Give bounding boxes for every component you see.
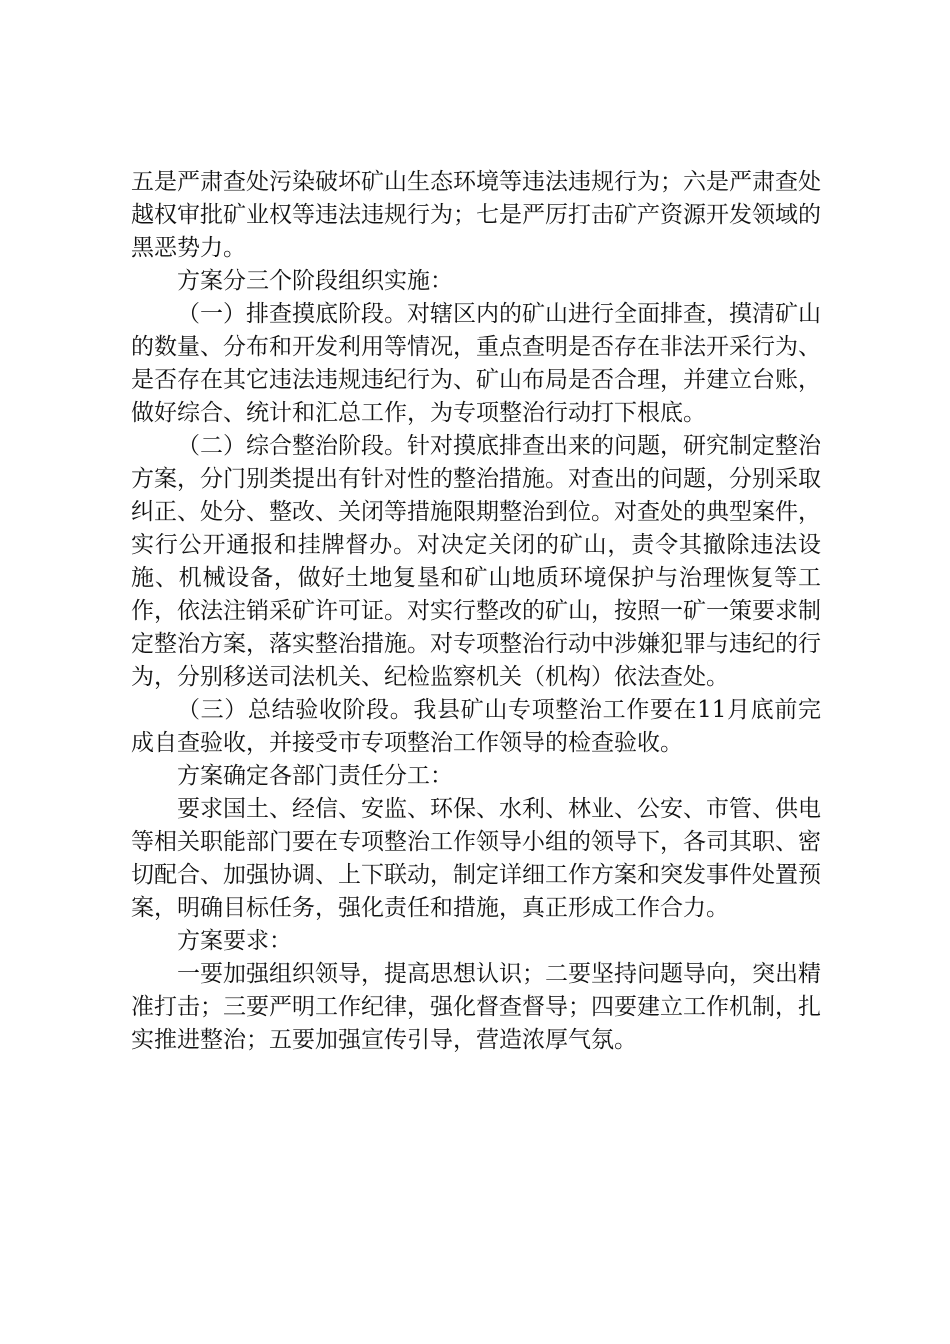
paragraph-violations-list: 五是严肃查处污染破坏矿山生态环境等违法违规行为；六是严肃查处越权审批矿业权等违法违规行为；七是严厉打击矿产资源开发领域的黑恶势力。 bbox=[131, 169, 821, 261]
paragraph-stage-3: （三）总结验收阶段。我县矿山专项整治工作要在11月底前完成自查验收，并接受市专项整治工作领导的检查验收。 bbox=[131, 697, 821, 756]
paragraph-requirements-detail: 一要加强组织领导，提高思想认识；二要坚持问题导向，突出精准打击；三要严明工作纪律，强化督查督导；四要建立工作机制，扎实推进整治；五要加强宣传引导，营造浓厚气氛。 bbox=[131, 961, 821, 1053]
paragraph-responsibility-detail: 要求国土、经信、安监、环保、水利、林业、公安、市管、供电等相关职能部门要在专项整治工作领导小组的领导下，各司其职、密切配合、加强协调、上下联动，制定详细工作方案和突发事件处置预案，明确目标任务，强化责任和措施，真正形成工作合力。 bbox=[131, 796, 821, 921]
paragraph-requirements-intro: 方案要求： bbox=[177, 928, 292, 954]
paragraph-stage-1: （一）排查摸底阶段。对辖区内的矿山进行全面排查，摸清矿山的数量、分布和开发利用等情况，重点查明是否存在非法开采行为、是否存在其它违法违规违纪行为、矿山布局是否合理，并建立台账，做好综合、统计和汇总工作，为专项整治行动打下根底。 bbox=[131, 301, 821, 426]
paragraph-stage-2: （二）综合整治阶段。针对摸底排查出来的问题，研究制定整治方案，分门别类提出有针对性的整治措施。对查出的问题，分别采取纠正、处分、整改、关闭等措施限期整治到位。对查处的典型案件，实行公开通报和挂牌督办。对决定关闭的矿山，责令其撤除违法设施、机械设备，做好土地复垦和矿山地质环境保护与治理恢复等工作，依法注销采矿许可证。对实行整改的矿山，按照一矿一策要求制定整治方案，落实整治措施。对专项整治行动中涉嫌犯罪与违纪的行为，分别移送司法机关、纪检监察机关（机构）依法查处。 bbox=[131, 433, 821, 690]
paragraph-stages-intro: 方案分三个阶段组织实施： bbox=[177, 268, 453, 294]
paragraph-responsibility-intro: 方案确定各部门责任分工： bbox=[177, 763, 453, 789]
document-body bbox=[131, 166, 821, 1057]
